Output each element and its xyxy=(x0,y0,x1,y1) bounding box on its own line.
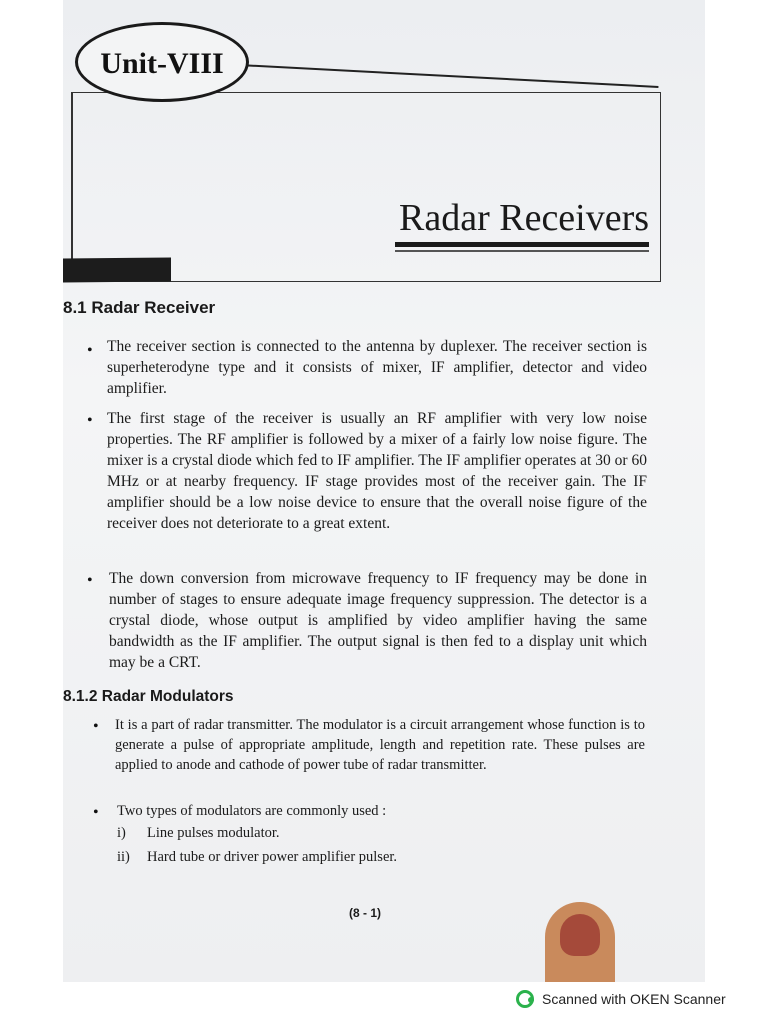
scanner-watermark xyxy=(516,990,726,1008)
section-heading: 8.1.2 Radar Modulators xyxy=(63,688,234,705)
bullet-marker: • xyxy=(87,342,93,359)
list-marker: ii) xyxy=(117,849,130,865)
title-frame-left-edge xyxy=(71,92,73,282)
oken-logo-icon xyxy=(516,990,534,1008)
paragraph: The down conversion from microwave frequency to IF frequency may be done in number of stages to ensure adequate image frequency suppression. The detector is a crystal diode, whose output is amplified by video amplifier having the same bandwidth as the IF amplifier. The output signal is then fed to a display unit which may be a CRT. xyxy=(109,570,647,671)
paragraph: The first stage of the receiver is usually an RF amplifier with very low noise properties. The RF amplifier is followed by a mixer of a fairly low noise figure. The mixer is a crystal diode which fed to IF amplifier. The IF amplifier operates at 30 or 60 MHz or at nearby frequency. IF stage provides most of the receiver gain. The IF amplifier should be a low noise device to ensure that the overall noise figure of the receiver does not deteriorate to a great extent. xyxy=(107,410,647,532)
list-item: Line pulses modulator. xyxy=(147,825,280,841)
paragraph: The receiver section is connected to the antenna by duplexer. The receiver section is superheterodyne type and it consists of mixer, IF amplifier, detector and video amplifier. xyxy=(107,338,647,397)
list-item: Hard tube or driver power amplifier pulser. xyxy=(147,849,398,865)
bullet-marker: • xyxy=(93,718,99,735)
paragraph: It is a part of radar transmitter. The modulator is a circuit arrangement whose function is to generate a pulse of appropriate amplitude, length and repetition rate. These pulses are applied to anode and cathode of power tube of radar transmitter. xyxy=(115,717,645,773)
title-frame xyxy=(71,92,661,282)
paragraph: Two types of modulators are commonly used : xyxy=(117,803,387,819)
bullet-marker: • xyxy=(87,572,93,589)
bullet-marker: • xyxy=(87,412,93,429)
unit-label: Unit-VIII xyxy=(100,47,224,80)
thumb-nail xyxy=(560,914,600,956)
section-heading: 8.1 Radar Receiver xyxy=(63,298,216,317)
unit-badge xyxy=(75,22,249,102)
document-page xyxy=(63,0,705,982)
chapter-title: Radar Receivers xyxy=(399,197,650,239)
page-number: (8 - 1) xyxy=(349,906,382,920)
title-connector-line xyxy=(239,64,659,88)
scanner-label: Scanned with OKEN Scanner xyxy=(542,991,726,1007)
bullet-marker: • xyxy=(93,804,99,821)
title-black-bar xyxy=(63,258,171,283)
chapter-title-rule xyxy=(395,242,649,247)
list-marker: i) xyxy=(117,825,126,841)
chapter-title-rule-thin xyxy=(395,250,649,252)
